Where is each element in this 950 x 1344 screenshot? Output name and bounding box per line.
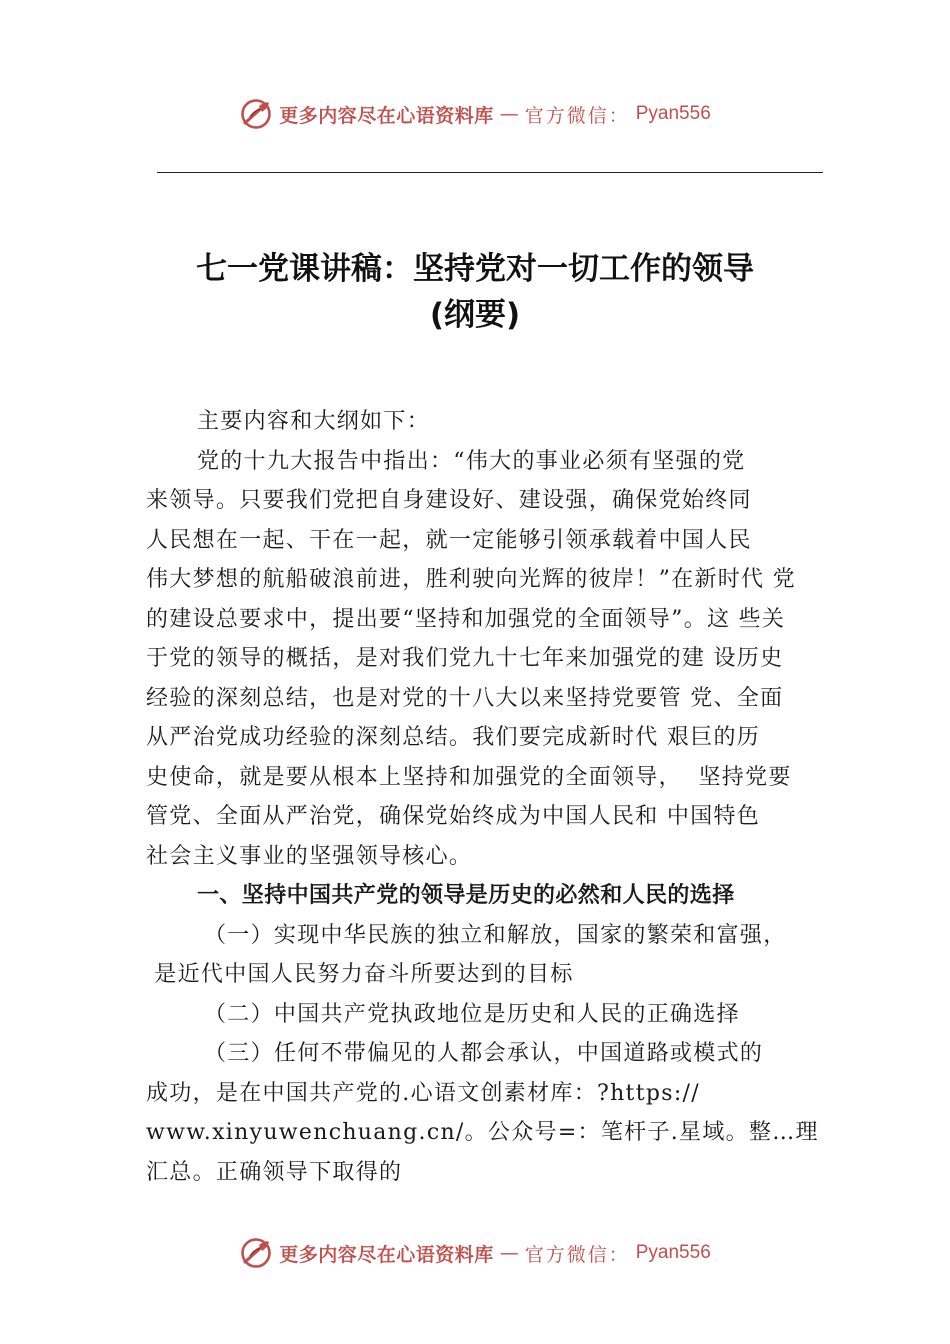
body-line: 于党的领导的概括，是对我们党九十七年来加强党的建 设历史 xyxy=(146,646,784,671)
header-watermark xyxy=(0,94,950,134)
body-line: 党的十九大报告中指出：“伟大的事业必须有坚强的党 xyxy=(197,448,746,474)
body-line: 来领导。只要我们党把自身建设好、建设强，确保党始终同 xyxy=(146,488,752,513)
title-line-1: 七一党课讲稿：坚持党对一切工作的领导 xyxy=(196,251,754,287)
body-line: 是近代中国人民努力奋斗所要达到的目标 xyxy=(146,962,574,987)
pen-in-circle-icon xyxy=(239,1236,273,1270)
body-line: 的建设总要求中，提出要“坚持和加强党的全面领导”。这 些关 xyxy=(146,606,786,632)
watermark-wechat-id: Pyan556 xyxy=(635,1242,711,1263)
document-body xyxy=(146,402,830,1192)
watermark-wechat-id: Pyan556 xyxy=(635,103,711,124)
body-line: 伟大梦想的航船破浪前进，胜利驶向光辉的彼岸！”在新时代 党 xyxy=(146,567,796,592)
body-line: 主要内容和大纲如下： xyxy=(197,409,431,434)
pen-in-circle-icon xyxy=(239,97,273,131)
footer-watermark xyxy=(0,1233,950,1273)
watermark-separator: — xyxy=(499,103,519,125)
section-heading: 一、坚持中国共产党的领导是历史的必然和人民的选择 xyxy=(197,883,735,908)
subsection-line: （一）实现中华民族的独立和解放，国家的繁荣和富强， xyxy=(204,922,787,948)
body-line: 社会主义事业的坚强领导核心。 xyxy=(146,843,473,869)
document-title xyxy=(100,246,850,338)
body-line: 汇总。正确领导下取得的 xyxy=(146,1159,403,1185)
body-line: 管党、全面从严治党，确保党始终成为中国人民和 中国特色 xyxy=(146,804,761,829)
watermark-separator: — xyxy=(499,1242,519,1264)
body-line: 史使命，就是要从根本上坚持和加强党的全面领导， 坚持党要 xyxy=(146,764,792,790)
body-line: www.xinyuwenchuang.cn/。公众号=：笔杆子.星域。整…理 xyxy=(146,1120,819,1145)
body-line: 从严治党成功经验的深刻总结。我们要完成新时代 艰巨的历 xyxy=(146,725,761,750)
subsection-line: （三）任何不带偏见的人都会承认，中国道路或模式的 xyxy=(204,1041,764,1066)
subsection-line: （二）中国共产党执政地位是历史和人民的正确选择 xyxy=(204,1001,740,1027)
watermark-label: 官方微信： xyxy=(524,104,630,127)
watermark-label: 官方微信： xyxy=(524,1243,630,1266)
title-line-2: (纲要) xyxy=(429,297,521,333)
watermark-text: 更多内容尽在心语资料库 xyxy=(279,104,494,127)
watermark-text: 更多内容尽在心语资料库 xyxy=(279,1243,494,1266)
header-divider xyxy=(157,172,823,173)
body-line: 人民想在一起、干在一起，就一定能够引领承载着中国人民 xyxy=(146,527,752,553)
body-line: 经验的深刻总结，也是对党的十八大以来坚持党要管 党、全面 xyxy=(146,685,784,711)
body-line: 成功，是在中国共产党的.心语文创素材库：?https:// xyxy=(146,1080,700,1106)
